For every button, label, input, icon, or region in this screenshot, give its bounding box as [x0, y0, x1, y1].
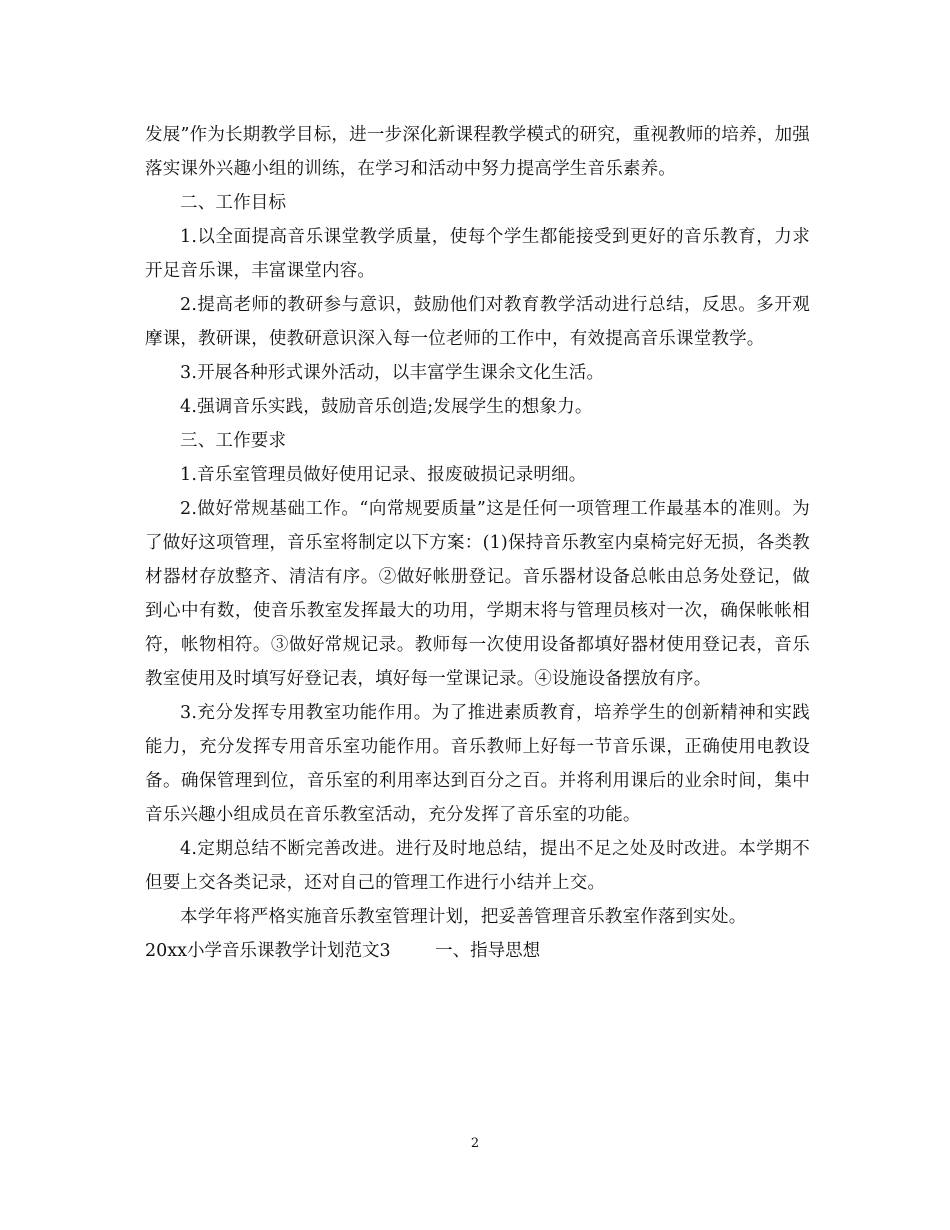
- paragraph: 1.以全面提高音乐课堂教学质量，使每个学生都能接受到更好的音乐教育，力求开足音乐课，丰富课堂内容。: [145, 227, 810, 281]
- paragraph: 本学年将严格实施音乐教室管理计划，把妥善管理音乐教室作落到实处。: [180, 907, 747, 927]
- next-document-title: 20xx小学音乐课教学计划范文3: [145, 941, 391, 961]
- paragraph: 1.音乐室管理员做好使用记录、报废破损记录明细。: [180, 465, 587, 485]
- page-number: 2: [470, 1136, 480, 1151]
- paragraph: 发展”作为长期教学目标，进一步深化新课程教学模式的研究，重视教师的培养，加强落实课外兴趣小组的训练，在学习和活动中努力提高学生音乐素养。: [145, 125, 810, 179]
- paragraph: 4.强调音乐实践，鼓励音乐创造;发展学生的想象力。: [180, 397, 593, 417]
- paragraph: 2.做好常规基础工作。“向常规要质量”这是任何一项管理工作最基本的准则。为了做好这项管理，音乐室将制定以下方案：(1)保持音乐教室内桌椅完好无损，各类教材器材存放整齐、清洁有序。②做好帐册登记。音乐器材设备总帐由总务处登记，做到心中有数，使音乐教室发挥最大的功用，学期末将与管理员核对一次，确保帐帐相符，帐物相符。③做好常规记录。教师每一次使用设备都填好器材使用登记表，音乐教室使用及时填写好登记表，填好每一堂课记录。④设施设备摆放有序。: [145, 499, 810, 689]
- next-section-line: [145, 934, 810, 968]
- document-body: [145, 118, 810, 968]
- paragraph: 4.定期总结不断完善改进。进行及时地总结，提出不足之处及时改进。本学期不但要上交各类记录，还对自己的管理工作进行小结并上交。: [145, 839, 810, 893]
- section-heading: 三、工作要求: [180, 431, 287, 451]
- paragraph: 3.开展各种形式课外活动，以丰富学生课余文化生活。: [180, 363, 605, 383]
- paragraph: 2.提高老师的教研参与意识，鼓励他们对教育教学活动进行总结，反思。多开观摩课，教研课，使教研意识深入每一位老师的工作中，有效提高音乐课堂教学。: [145, 295, 810, 349]
- next-section-heading: 一、指导思想: [435, 941, 541, 961]
- paragraph: 3.充分发挥专用教室功能作用。为了推进素质教育，培养学生的创新精神和实践能力，充分发挥专用音乐室功能作用。音乐教师上好每一节音乐课，正确使用电教设备。确保管理到位，音乐室的利用率达到百分之百。并将利用课后的业余时间，集中音乐兴趣小组成员在音乐教室活动，充分发挥了音乐室的功能。: [145, 703, 810, 825]
- section-heading: 二、工作目标: [180, 193, 287, 213]
